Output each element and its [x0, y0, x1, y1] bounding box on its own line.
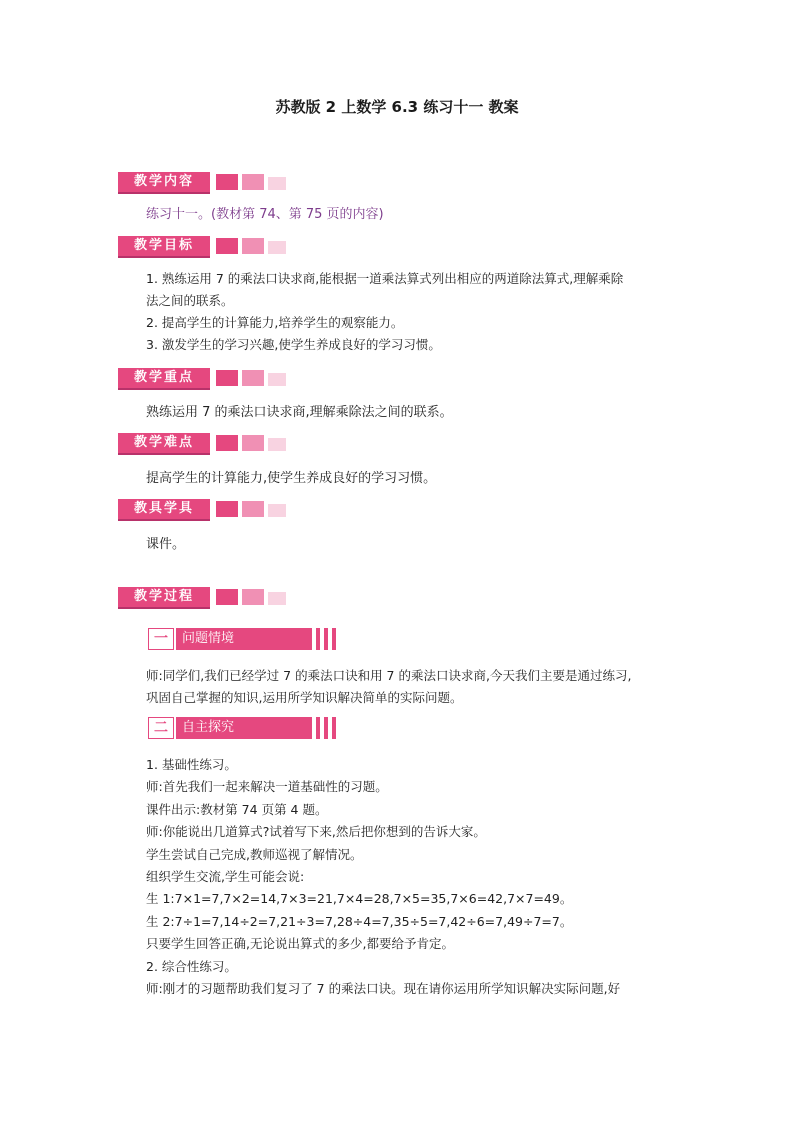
decor-square: [216, 435, 238, 451]
decor-stripe: [324, 717, 328, 739]
decor-square: [216, 370, 238, 386]
decor-square: [216, 589, 238, 605]
decor-square: [268, 241, 286, 254]
decor-square: [242, 238, 264, 254]
content-text: 练习十一。(教材第 74、第 75 页的内容): [146, 207, 384, 222]
decor-square: [216, 238, 238, 254]
subsection-number: 一: [148, 628, 174, 650]
decor-square: [268, 438, 286, 451]
body-line: 1. 基础性练习。: [146, 757, 237, 772]
decor-square: [242, 174, 264, 190]
decor-square: [268, 504, 286, 517]
decor-stripe: [316, 628, 320, 650]
decor-square: [242, 501, 264, 517]
body-line: 师:刚才的习题帮助我们复习了 7 的乘法口诀。现在请你运用所学知识解决实际问题,好: [146, 981, 621, 997]
subsection-header-problem: [148, 628, 338, 650]
tools-text: 课件。: [146, 537, 186, 552]
body-line: 只要学生回答正确,无论说出算式的多少,都要给予肯定。: [146, 936, 454, 952]
decor-stripe: [332, 717, 336, 739]
section-label: 教学难点: [118, 433, 210, 455]
goal-item: 1. 熟练运用 7 的乘法口诀求商,能根据一道乘法算式列出相应的两道除法算式,理解乘除: [146, 271, 624, 286]
subsection-number: 二: [148, 717, 174, 739]
goals-list: [146, 268, 686, 356]
body-line: 生 2:7÷1=7,14÷2=7,21÷3=7,28÷4=7,35÷5=7,42÷6=7,49÷7=7。: [146, 913, 573, 929]
section-label: 教具学具: [118, 499, 210, 521]
section-label: 教学内容: [118, 172, 210, 194]
body-line: 生 1:7×1=7,7×2=14,7×3=21,7×4=28,7×5=35,7×6=42,7×7=49。: [146, 891, 573, 907]
body-line: 师:同学们,我们已经学过 7 的乘法口诀和用 7 的乘法口诀求商,今天我们主要是通过练习,: [146, 668, 632, 683]
decor-square: [268, 373, 286, 386]
goal-item: 3. 激发学生的学习兴趣,使学生养成良好的学习习惯。: [146, 337, 441, 352]
page-title: 苏教版 2 上数学 6.3 练习十一 教案: [275, 98, 519, 116]
decor-square: [242, 370, 264, 386]
body-line: 组织学生交流,学生可能会说:: [146, 869, 305, 885]
section-label: 教学过程: [118, 587, 210, 609]
section-label: 教学目标: [118, 236, 210, 258]
body-line: 学生尝试自己完成,教师巡视了解情况。: [146, 846, 363, 862]
body-line: 课件出示:教材第 74 页第 4 题。: [146, 801, 328, 817]
body-line: 2. 综合性练习。: [146, 958, 237, 974]
problem-body: [146, 665, 686, 710]
decor-stripe: [332, 628, 336, 650]
goal-item: 2. 提高学生的计算能力,培养学生的观察能力。: [146, 315, 404, 330]
subsection-label: 问题情境: [176, 628, 312, 650]
decor-square: [268, 592, 286, 605]
goal-item: 法之间的联系。: [146, 293, 234, 308]
body-line: 巩固自己掌握的知识,运用所学知识解决简单的实际问题。: [146, 690, 463, 706]
decor-square: [216, 174, 238, 190]
subsection-label: 自主探究: [176, 717, 312, 739]
decor-stripe: [316, 717, 320, 739]
body-line: 师:首先我们一起来解决一道基础性的习题。: [146, 779, 388, 795]
decor-stripe: [324, 628, 328, 650]
section-label: 教学重点: [118, 368, 210, 390]
decor-square: [242, 435, 264, 451]
key-text: 熟练运用 7 的乘法口诀求商,理解乘除法之间的联系。: [146, 405, 453, 420]
decor-square: [268, 177, 286, 190]
body-line: 师:你能说出几道算式?试着写下来,然后把你想到的告诉大家。: [146, 824, 486, 840]
decor-square: [216, 501, 238, 517]
explore-body: [146, 754, 686, 1000]
decor-square: [242, 589, 264, 605]
difficulty-text: 提高学生的计算能力,使学生养成良好的学习习惯。: [146, 471, 437, 486]
subsection-header-explore: [148, 717, 338, 739]
